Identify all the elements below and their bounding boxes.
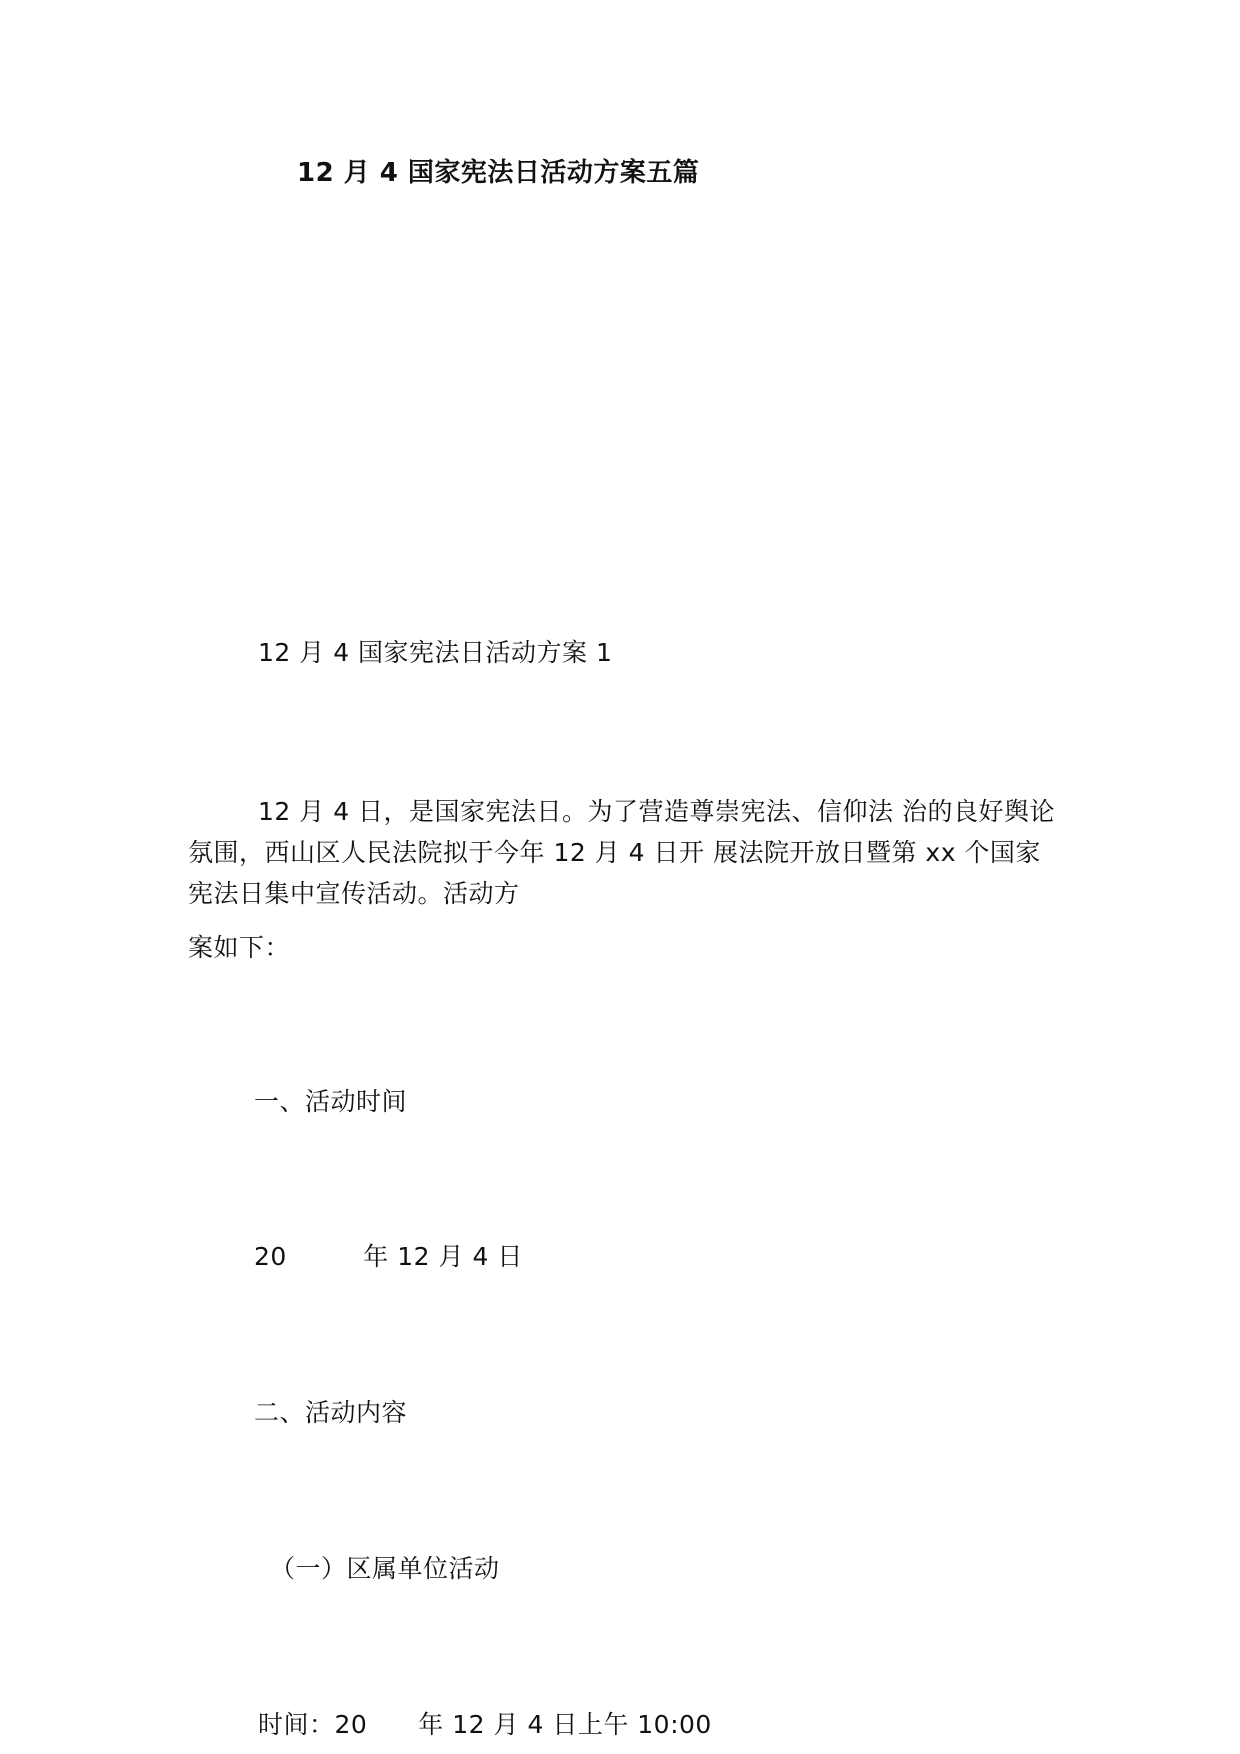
activity-date: 20 年 12 月 4 日 [254, 1242, 523, 1271]
section-heading-content: 二、活动内容 [254, 1398, 408, 1427]
intro-paragraph-tail: 案如下： [188, 933, 291, 962]
intro-paragraph: 12 月 4 日，是国家宪法日。为了营造尊崇宪法、信仰法 治的良好舆论氛围，西山区人民法院拟于今年 12 月 4 日开 展法院开放日暨第 xx 个国家宪法日集中宣传活动。活动方 [188, 797, 1056, 908]
plan-subtitle: 12 月 4 国家宪法日活动方案 1 [258, 638, 613, 667]
section-heading-time: 一、活动时间 [254, 1087, 408, 1116]
subsection-heading-district-units: （一）区属单位活动 [270, 1554, 500, 1583]
subsection-time: 时间：20 年 12 月 4 日上午 10:00 [258, 1710, 712, 1739]
document-title: 12 月 4 国家宪法日活动方案五篇 [297, 158, 700, 188]
